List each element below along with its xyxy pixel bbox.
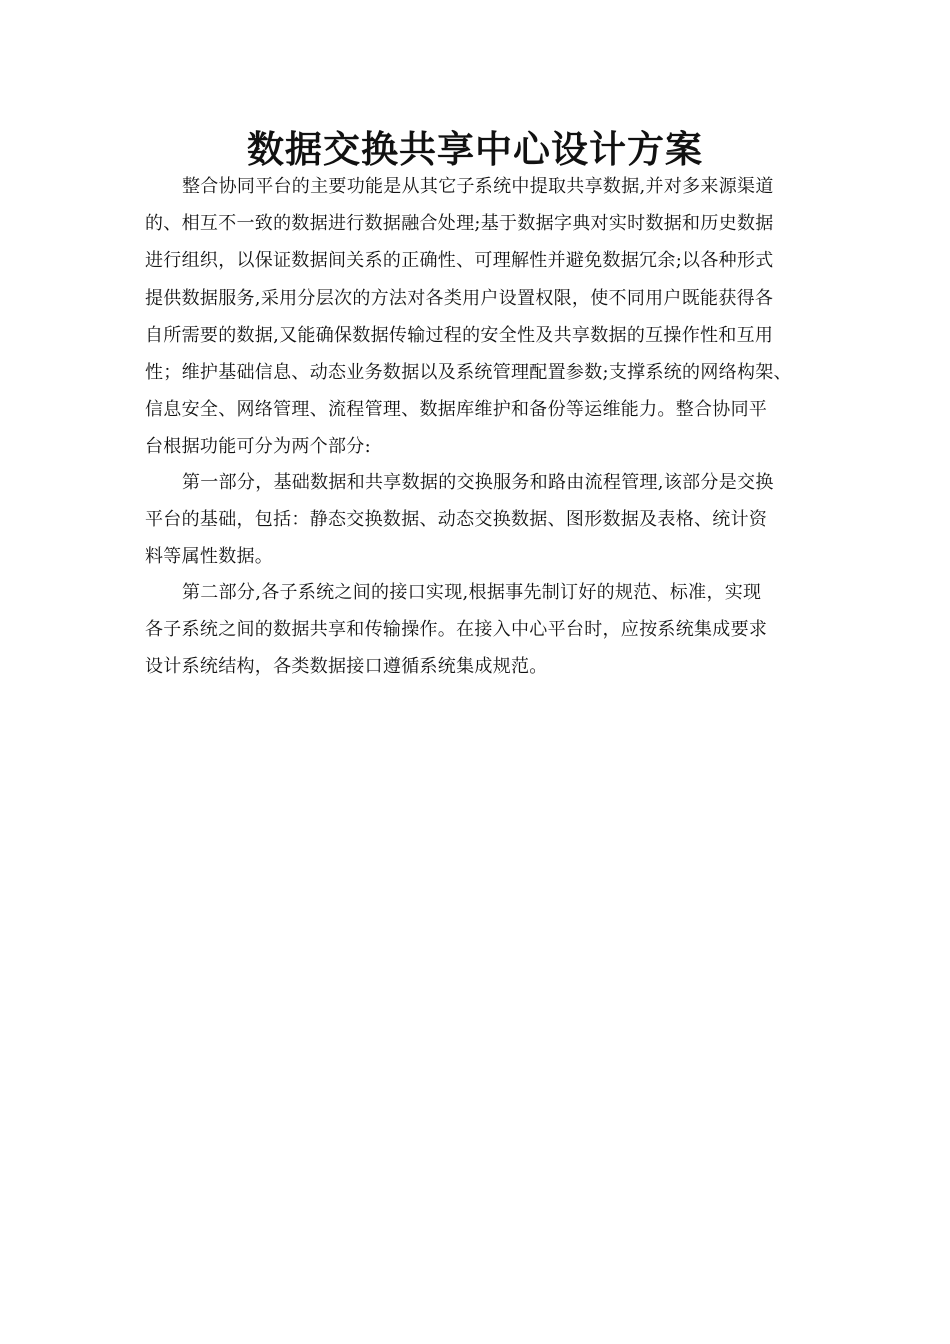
paragraph-line: 料等属性数据。 xyxy=(145,546,274,567)
paragraph-line: 提供数据服务,采用分层次的方法对各类用户设置权限，使不同用户既能获得各 xyxy=(145,288,774,309)
paragraph-line: 性；维护基础信息、动态业务数据以及系统管理配置参数;支撑系统的网络构架、 xyxy=(145,362,792,383)
paragraph-line: 台根据功能可分为两个部分: xyxy=(145,436,371,457)
paragraph-line: 信息安全、网络管理、流程管理、数据库维护和备份等运维能力。整合协同平 xyxy=(145,399,768,420)
paragraph-line: 的、相互不一致的数据进行数据融合处理;基于数据字典对实时数据和历史数据 xyxy=(145,213,774,234)
paragraph-line: 自所需要的数据,又能确保数据传输过程的安全性及共享数据的互操作性和互用 xyxy=(145,325,774,346)
paragraph-line: 整合协同平台的主要功能是从其它子系统中提取共享数据,并对多来源渠道 xyxy=(182,176,774,197)
paragraph-line: 第一部分，基础数据和共享数据的交换服务和路由流程管理,该部分是交换 xyxy=(182,472,774,493)
paragraph-line: 第二部分,各子系统之间的接口实现,根据事先制订好的规范、标准，实现 xyxy=(182,582,762,603)
paragraph-line: 各子系统之间的数据共享和传输操作。在接入中心平台时，应按系统集成要求 xyxy=(145,619,768,640)
document-title: 数据交换共享中心设计方案 xyxy=(247,128,703,171)
paragraph-line: 设计系统结构，各类数据接口遵循系统集成规范。 xyxy=(145,656,548,677)
paragraph-line: 进行组织，以保证数据间关系的正确性、可理解性并避免数据冗余;以各种形式 xyxy=(145,250,774,271)
paragraph-line: 平台的基础，包括：静态交换数据、动态交换数据、图形数据及表格、统计资 xyxy=(145,509,768,530)
